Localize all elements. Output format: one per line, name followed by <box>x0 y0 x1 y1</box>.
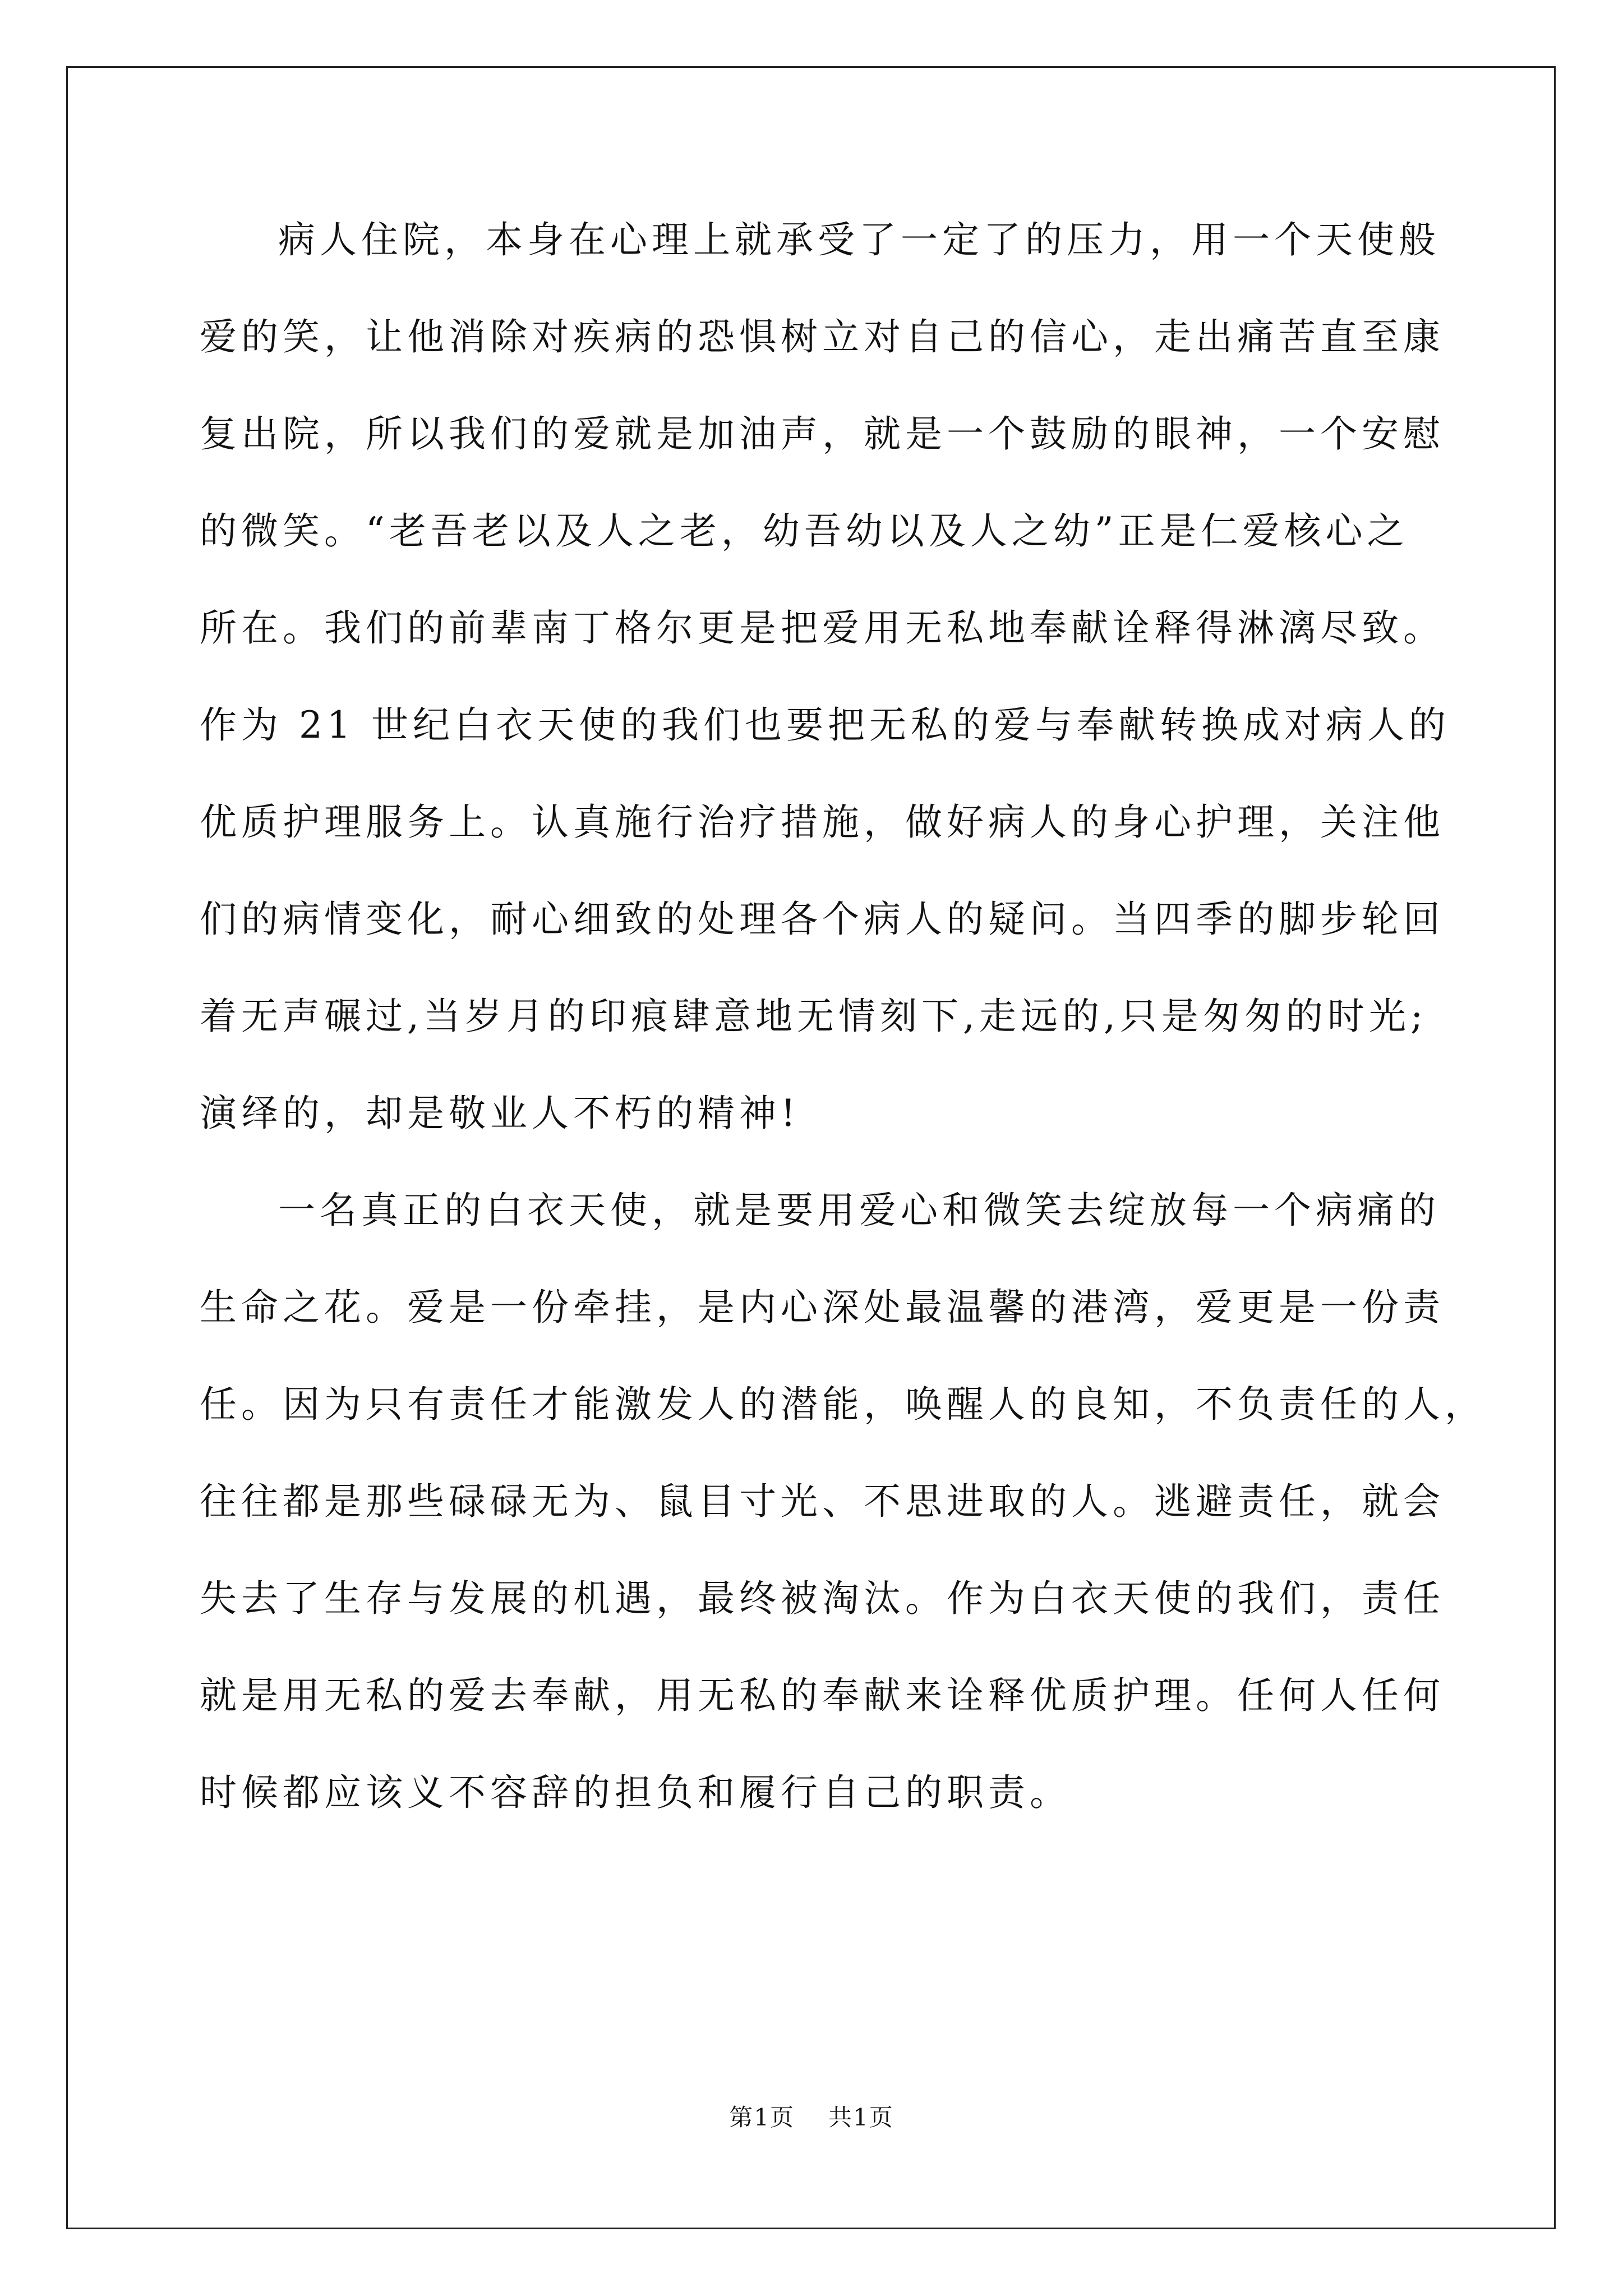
paragraph-2-line-3: 任。因为只有责任才能激发人的潜能，唤醒人的良知，不负责任的人， <box>200 1383 1486 1426</box>
paragraph-2-line-1: 一名真正的白衣天使，就是要用爱心和微笑去绽放每一个病痛的 <box>278 1189 1440 1232</box>
paragraph-1-line-4: 的微笑。“老吾老以及人之老，幼吾幼以及人之幼”正是仁爱核心之 <box>200 509 1409 553</box>
paragraph-1-line-6: 作为 21 世纪白衣天使的我们也要把无私的爱与奉献转换成对病人的 <box>200 703 1450 747</box>
paragraph-2-line-6: 就是用无私的爱去奉献，用无私的奉献来诠释优质护理。任何人任何 <box>200 1674 1445 1717</box>
paragraph-2-line-5: 失去了生存与发展的机遇，最终被淘汰。作为白衣天使的我们，责任 <box>200 1577 1445 1620</box>
paragraph-2-line-4: 往往都是那些碌碌无为、鼠目寸光、不思进取的人。逃避责任，就会 <box>200 1480 1445 1523</box>
paragraph-2-line-2: 生命之花。爱是一份牵挂，是内心深处最温馨的港湾，爱更是一份责 <box>200 1286 1445 1329</box>
paragraph-1-line-3: 复出院，所以我们的爱就是加油声，就是一个鼓励的眼神，一个安慰 <box>200 412 1445 455</box>
paragraph-1-line-2: 爱的笑，让他消除对疾病的恐惧树立对自己的信心，走出痛苦直至康 <box>200 315 1445 358</box>
paragraph-1-line-10: 演绎的，却是敬业人不朽的精神! <box>200 1092 800 1135</box>
paragraph-1-line-8: 们的病情变化，耐心细致的处理各个病人的疑问。当四季的脚步轮回 <box>200 898 1445 941</box>
page-total: 共1页 <box>828 2104 894 2131</box>
paragraph-1-line-7: 优质护理服务上。认真施行治疗措施，做好病人的身心护理，关注他 <box>200 800 1445 844</box>
paragraph-1-line-5: 所在。我们的前辈南丁格尔更是把爱用无私地奉献诠释得淋漓尽致。 <box>200 606 1445 650</box>
paragraph-1-line-9: 着无声碾过,当岁月的印痕肆意地无情刻下,走远的,只是匆匆的时光; <box>200 995 1428 1038</box>
page-footer <box>0 2099 1623 2133</box>
document-body <box>200 212 1486 1862</box>
page-number: 第1页 <box>729 2104 795 2131</box>
paragraph-2-line-7: 时候都应该义不容辞的担负和履行自己的职责。 <box>200 1771 1071 1814</box>
paragraph-1-line-1: 病人住院，本身在心理上就承受了一定了的压力，用一个天使般 <box>278 218 1440 261</box>
